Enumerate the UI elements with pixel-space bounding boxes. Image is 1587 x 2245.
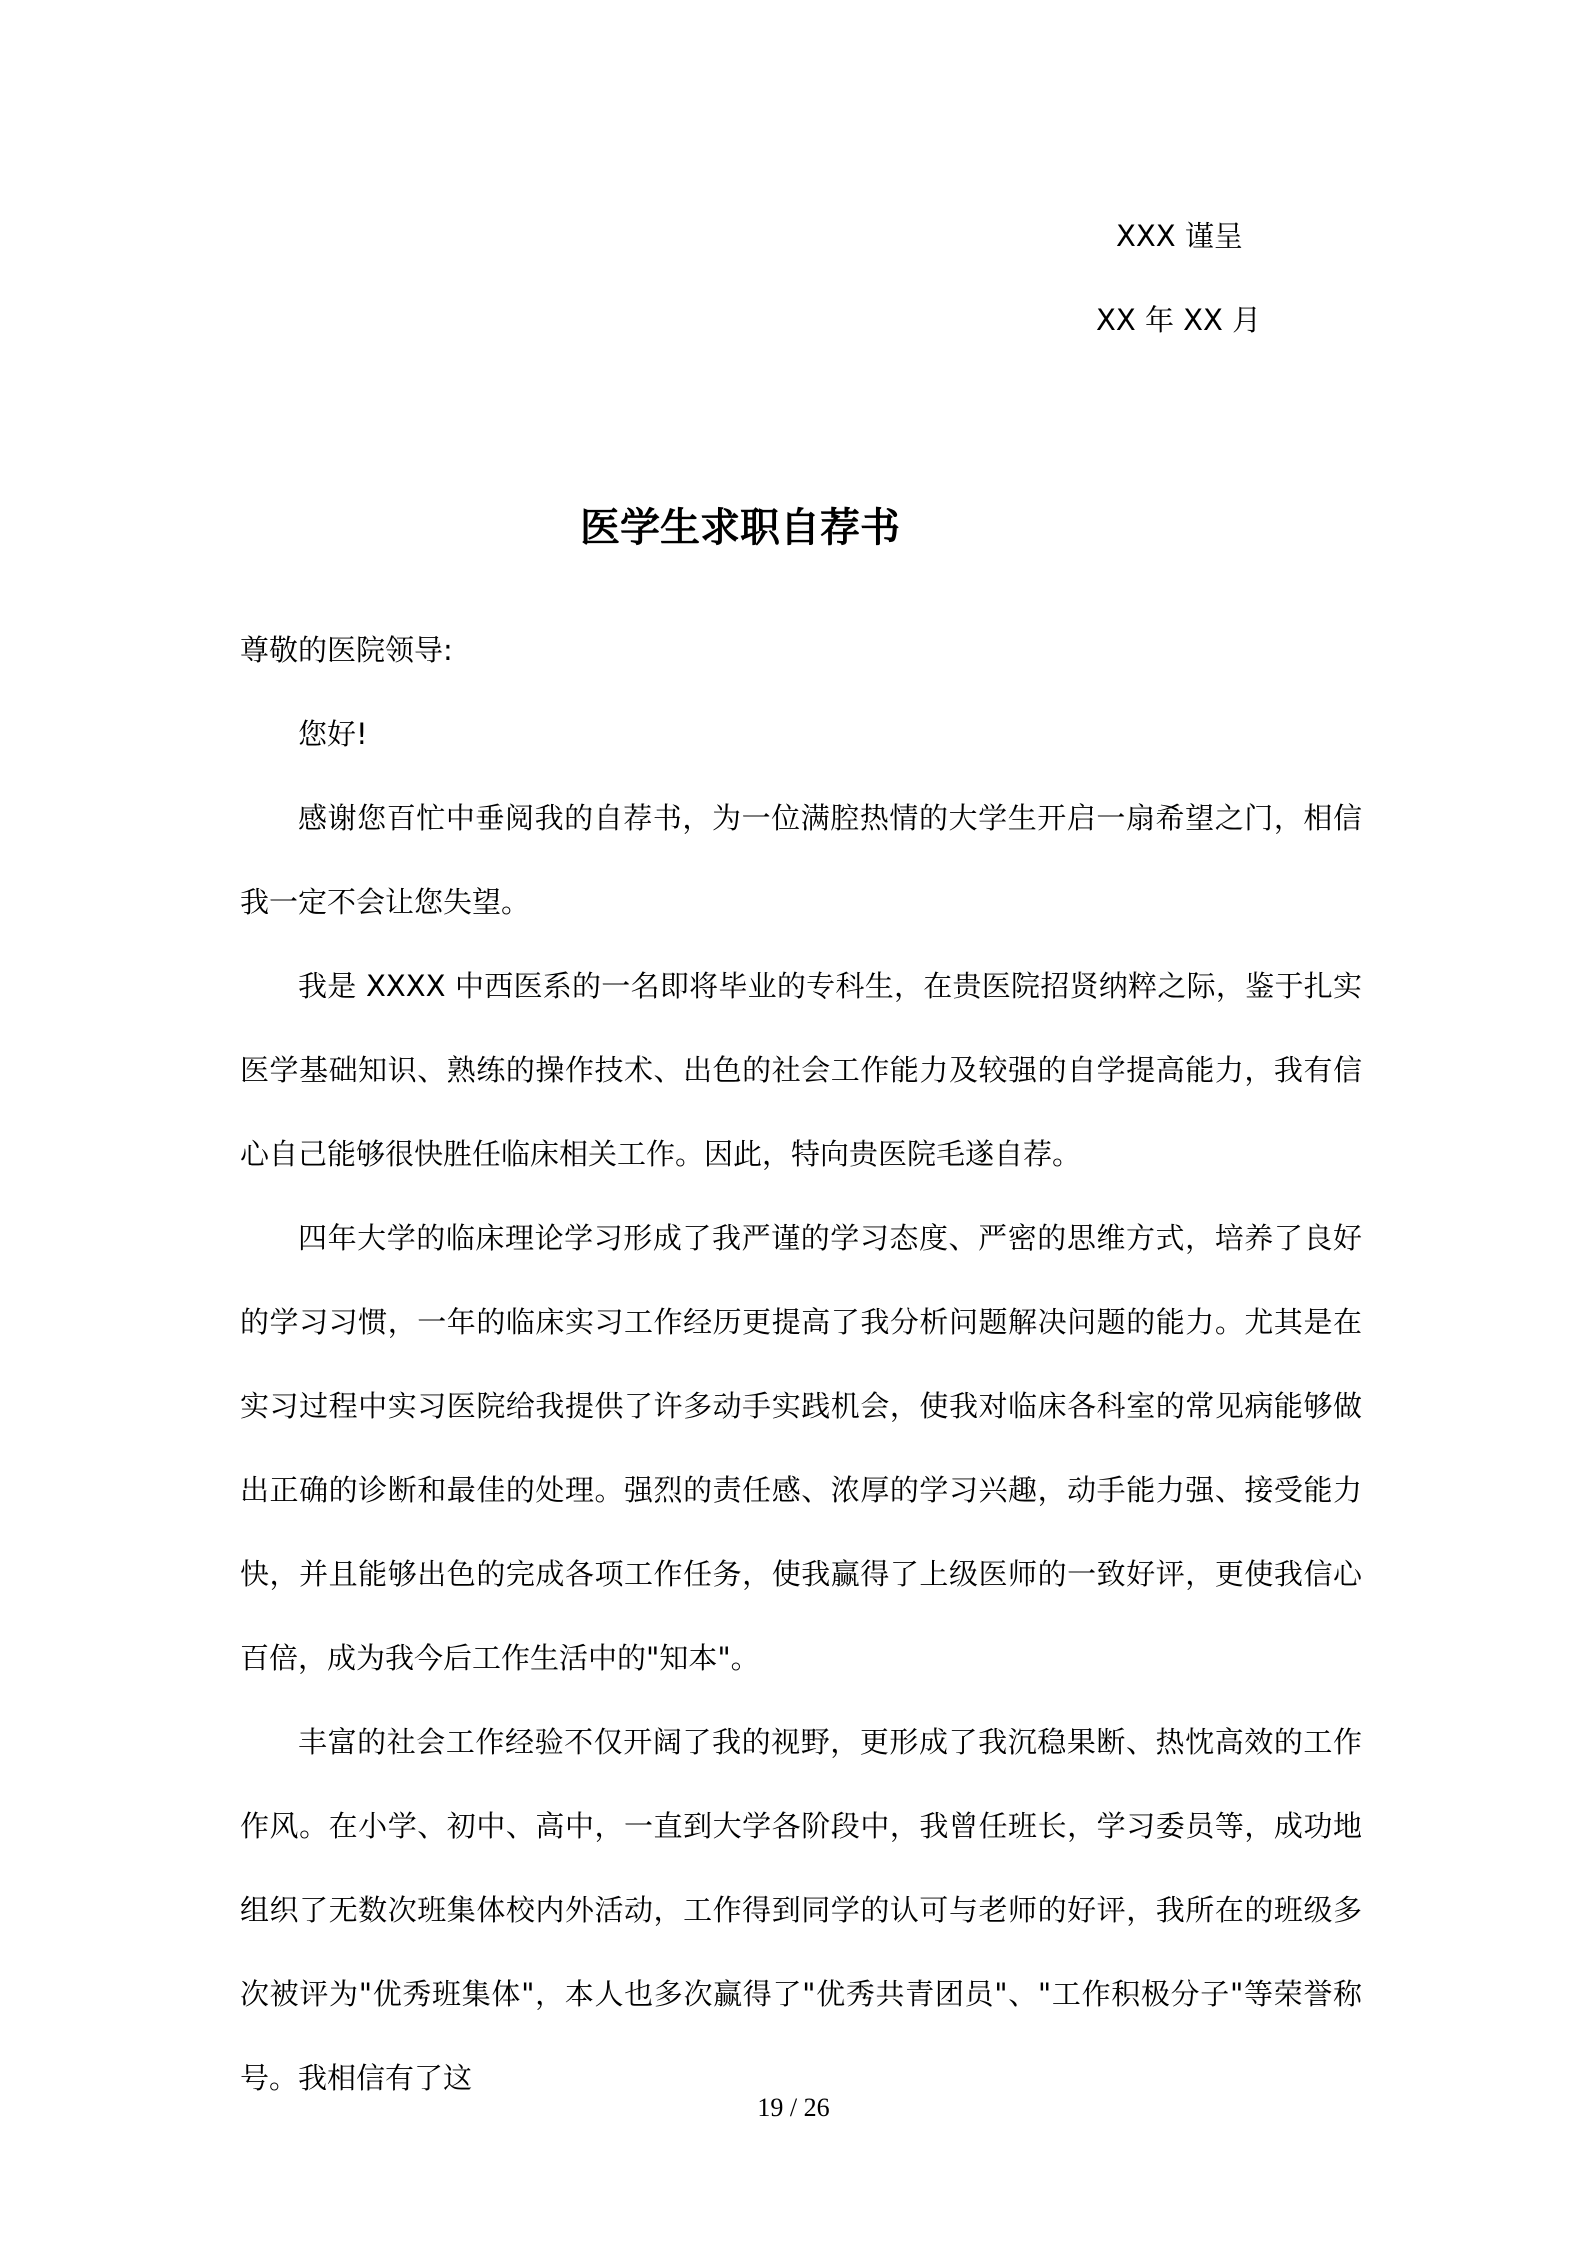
signature-name: XXX 谨呈 bbox=[1116, 219, 1243, 253]
paragraph-introduction: 我是 XXXX 中西医系的一名即将毕业的专科生，在贵医院招贤纳粹之际，鉴于扎实医学基础知识、熟练的操作技术、出色的社会工作能力及较强的自学提高能力，我有信心自己能够很快胜任临床相关工作。因此，特向贵医院毛遂自荐。 bbox=[240, 969, 1362, 1171]
paragraph-social-experience: 丰富的社会工作经验不仅开阔了我的视野，更形成了我沉稳果断、热忱高效的工作作风。在小学、初中、高中，一直到大学各阶段中，我曾任班长，学习委员等，成功地组织了无数次班集体校内外活动，工作得到同学的认可与老师的好评，我所在的班级多次被评为"优秀班集体"，本人也多次赢得了"优秀共青团员"、"工作积极分子"等荣誉称号。我相信有了这 bbox=[240, 1725, 1362, 2095]
signature-date: XX 年 XX 月 bbox=[1096, 303, 1262, 337]
letter-body bbox=[240, 608, 1362, 2120]
paragraph-greeting: 您好! bbox=[298, 717, 368, 751]
paragraph-thanks: 感谢您百忙中垂阅我的自荐书，为一位满腔热情的大学生开启一扇希望之门，相信我一定不会让您失望。 bbox=[240, 801, 1362, 919]
page-number: 19 / 26 bbox=[757, 2093, 830, 2122]
document-title: 医学生求职自荐书 bbox=[580, 505, 900, 551]
salutation: 尊敬的医院领导: bbox=[240, 633, 453, 667]
paragraph-clinical-study: 四年大学的临床理论学习形成了我严谨的学习态度、严密的思维方式，培养了良好的学习习惯，一年的临床实习工作经历更提高了我分析问题解决问题的能力。尤其是在实习过程中实习医院给我提供了许多动手实践机会，使我对临床各科室的常见病能够做出正确的诊断和最佳的处理。强烈的责任感、浓厚的学习兴趣，动手能力强、接受能力快，并且能够出色的完成各项工作任务，使我赢得了上级医师的一致好评，更使我信心百倍，成为我今后工作生活中的"知本"。 bbox=[240, 1221, 1362, 1675]
